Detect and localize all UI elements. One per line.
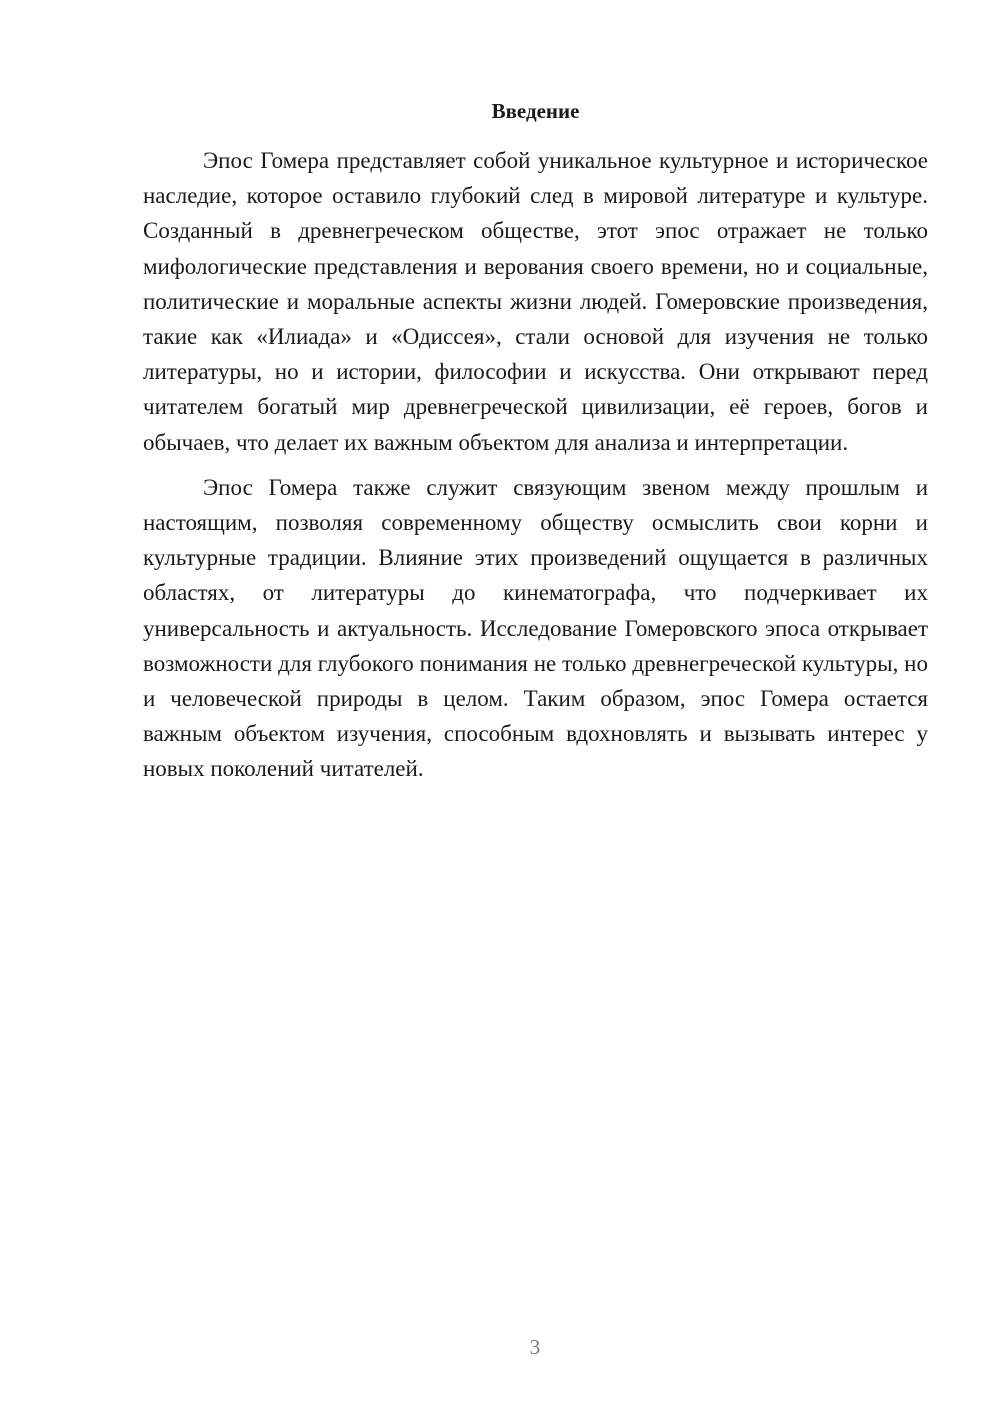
paragraph-1: Эпос Гомера представляет собой уникальное культурное и историческое наследие, которое оставило глубокий след в мировой литературе и культуре. Созданный в древнегреческом обществе, этот эпос отражает не только мифологические представления и верования своего времени, но и социальные, политические и моральные аспекты жизни людей. Гомеровские произведения, такие как «Илиада» и «Одиссея», стали основой для изучения не только литературы, но и истории, философии и искусства. Они открывают перед читателем богатый мир древнегреческой цивилизации, её героев, богов и обычаев, что делает их важным объектом для анализа и интерпретации. xyxy=(143,148,928,455)
paragraph-2: Эпос Гомера также служит связующим звеном между прошлым и настоящим, позволяя современному обществу осмыслить свои корни и культурные традиции. Влияние этих произведений ощущается в различных областях, от литературы до кинематографа, что подчеркивает их универсальность и актуальность. Исследование Гомеровского эпоса открывает возможности для глубокого понимания не только древнегреческой культуры, но и человеческой природы в целом. Таким образом, эпос Гомера остается важным объектом изучения, способным вдохновлять и вызывать интерес у новых поколений читателей. xyxy=(143,474,928,782)
document-body xyxy=(143,143,928,787)
page-number: 3 xyxy=(529,1335,541,1359)
section-title: Введение xyxy=(491,99,580,123)
